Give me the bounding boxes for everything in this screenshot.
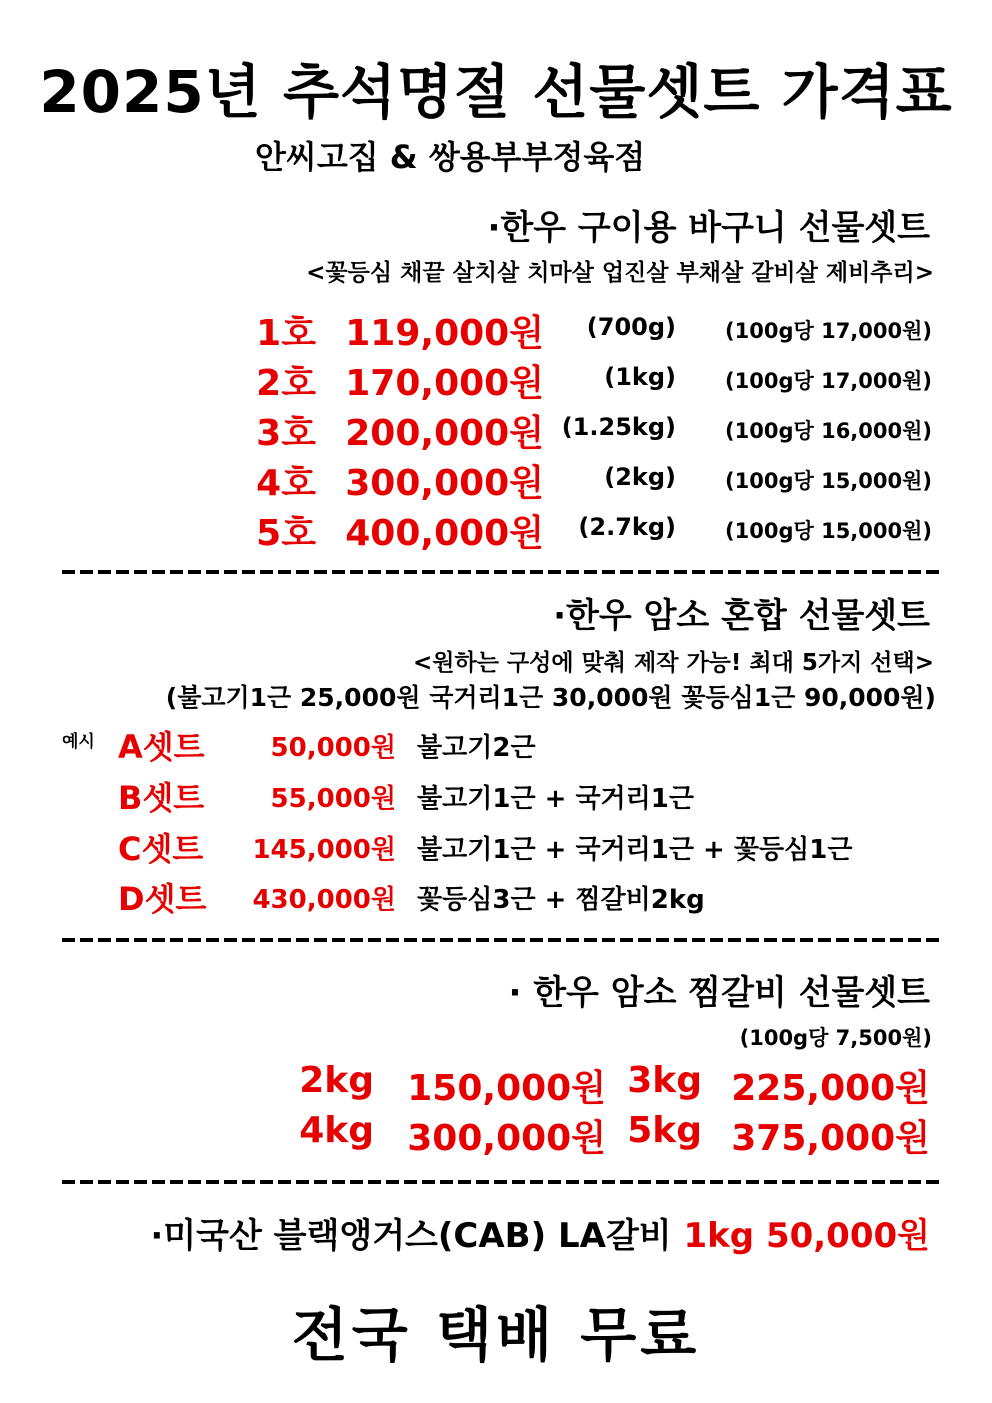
galbi-weight: 3kg bbox=[627, 1060, 702, 1101]
galbi-price-row bbox=[0, 1110, 992, 1162]
mix-set-name: B셋트 bbox=[118, 779, 205, 817]
la-galbi-line bbox=[150, 1208, 930, 1257]
price-row bbox=[0, 455, 992, 505]
mix-set-contents: 불고기1근 + 국거리1근 bbox=[417, 784, 694, 814]
set-number: 5호 bbox=[256, 513, 316, 554]
unit-price: (100g당 17,000원) bbox=[725, 319, 932, 343]
unit-price: (100g당 16,000원) bbox=[725, 419, 932, 443]
mix-set-row bbox=[0, 773, 992, 823]
set-weight: (700g) bbox=[586, 313, 676, 341]
galbi-weight: 4kg bbox=[299, 1110, 374, 1151]
set-weight: (1kg) bbox=[604, 363, 676, 391]
set-price: 400,000원 bbox=[345, 513, 544, 554]
galbi-price: 375,000원 bbox=[731, 1118, 930, 1159]
galbi-price: 300,000원 bbox=[407, 1118, 606, 1159]
unit-price: (100g당 15,000원) bbox=[725, 469, 932, 493]
mix-set-row bbox=[0, 824, 992, 874]
galbi-price: 225,000원 bbox=[731, 1068, 930, 1109]
page-title: 2025년 추석명절 선물셋트 가격표 bbox=[39, 58, 953, 126]
section-divider bbox=[62, 570, 942, 574]
mix-set-row bbox=[0, 722, 992, 772]
mix-set-name: A셋트 bbox=[118, 728, 205, 766]
la-galbi-price: 1kg 50,000원 bbox=[683, 1216, 930, 1256]
shop-name: 안씨고집 & 쌍용부부정육점 bbox=[255, 138, 646, 176]
set-price: 119,000원 bbox=[345, 313, 544, 354]
set-weight: (2.7kg) bbox=[578, 513, 676, 541]
set-price: 300,000원 bbox=[345, 463, 544, 504]
unit-price: (100g당 15,000원) bbox=[725, 519, 932, 543]
example-label: 예시 bbox=[62, 732, 95, 752]
galbi-weight: 5kg bbox=[627, 1110, 702, 1151]
section-divider bbox=[62, 938, 942, 942]
galbi-weight: 2kg bbox=[299, 1060, 374, 1101]
la-galbi-label: ·미국산 블랙앵거스(CAB) LA갈비 bbox=[150, 1216, 672, 1256]
mix-set-price: 430,000원 bbox=[252, 885, 396, 915]
mix-set-row bbox=[0, 874, 992, 924]
section2-unit-prices: (불고기1근 25,000원 국거리1근 30,000원 꽃등심1근 90,000원) bbox=[165, 683, 936, 712]
galbi-price-row bbox=[0, 1060, 992, 1112]
mix-set-name: D셋트 bbox=[118, 880, 207, 918]
section2-heading: ·한우 암소 혼합 선물셋트 bbox=[553, 596, 930, 636]
mix-set-price: 50,000원 bbox=[270, 733, 396, 763]
set-weight: (2kg) bbox=[604, 463, 676, 491]
section3-heading: · 한우 암소 찜갈비 선물셋트 bbox=[508, 973, 930, 1013]
price-row bbox=[0, 505, 992, 555]
set-number: 4호 bbox=[256, 463, 316, 504]
mix-set-contents: 불고기1근 + 국거리1근 + 꽃등심1근 bbox=[417, 835, 853, 865]
mix-set-contents: 불고기2근 bbox=[417, 733, 536, 763]
set-price: 200,000원 bbox=[345, 413, 544, 454]
set-number: 1호 bbox=[256, 313, 316, 354]
galbi-price: 150,000원 bbox=[407, 1068, 606, 1109]
set-weight: (1.25kg) bbox=[561, 413, 676, 441]
section2-note: <원하는 구성에 맞춰 제작 가능! 최대 5가지 선택> bbox=[412, 650, 934, 676]
mix-set-contents: 꽃등심3근 + 찜갈비2kg bbox=[417, 885, 705, 915]
price-row bbox=[0, 355, 992, 405]
section3-unit-price: (100g당 7,500원) bbox=[739, 1026, 932, 1050]
set-number: 2호 bbox=[256, 363, 316, 404]
mix-set-name: C셋트 bbox=[118, 830, 204, 868]
set-number: 3호 bbox=[256, 413, 316, 454]
section-divider bbox=[62, 1180, 942, 1184]
mix-set-price: 145,000원 bbox=[252, 835, 396, 865]
section1-heading: ·한우 구이용 바구니 선물셋트 bbox=[487, 208, 930, 248]
mix-set-price: 55,000원 bbox=[270, 784, 396, 814]
free-shipping-banner: 전국 택배 무료 bbox=[291, 1301, 701, 1369]
section1-cuts-note: <꽃등심 채끝 살치살 치마살 업진살 부채살 갈비살 제비추리> bbox=[306, 260, 934, 286]
price-row bbox=[0, 305, 992, 355]
set-price: 170,000원 bbox=[345, 363, 544, 404]
unit-price: (100g당 17,000원) bbox=[725, 369, 932, 393]
price-row bbox=[0, 405, 992, 455]
